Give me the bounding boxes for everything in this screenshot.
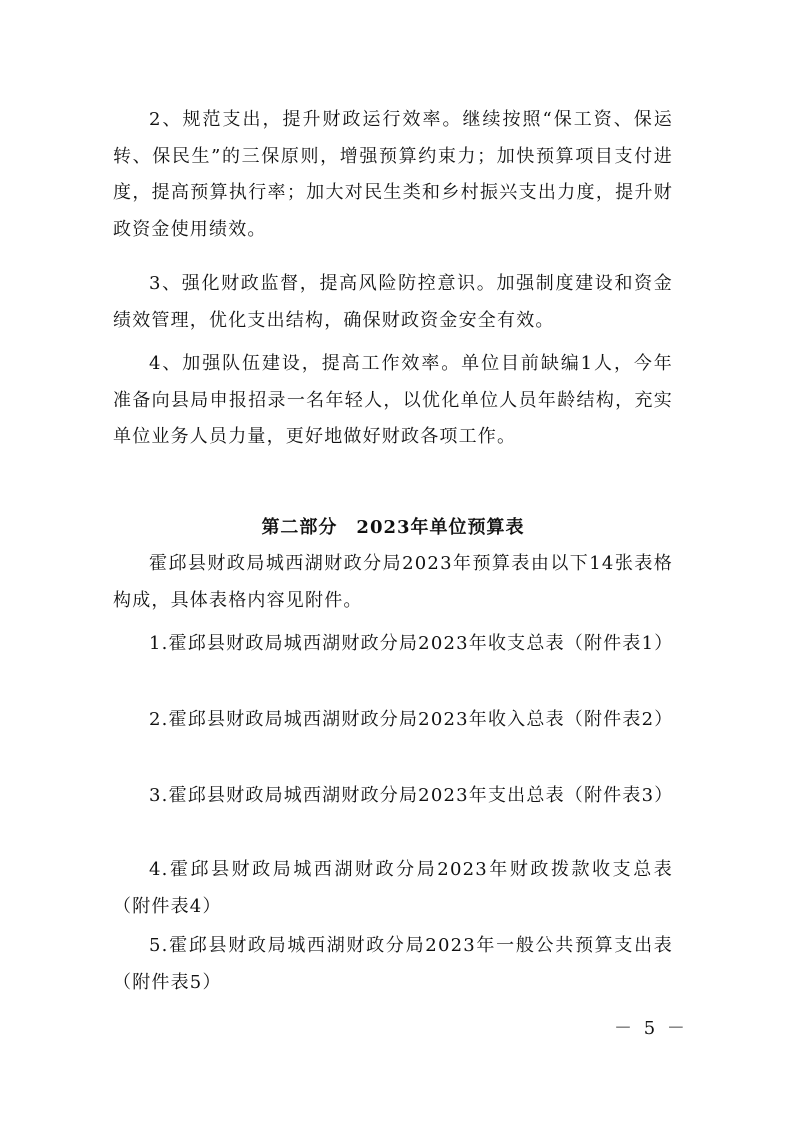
section-title: 第二部分 2023年单位预算表: [261, 517, 525, 538]
table-item-5: 5.霍邱县财政局城西湖财政分局2023年一般公共预算支出表（附件表5）: [113, 935, 673, 993]
paragraph-fiscal-supervision: 3、强化财政监督，提高风险防控意识。加强制度建设和资金绩效管理，优化支出结构，确保财政资金安全有效。: [113, 273, 673, 331]
page-number: － 5 －: [614, 1018, 688, 1039]
table-item-3: 3.霍邱县财政局城西湖财政分局2023年支出总表（附件表3）: [149, 785, 674, 806]
table-item-1: 1.霍邱县财政局城西湖财政分局2023年收支总表（附件表1）: [149, 633, 674, 654]
paragraph-team-building: 4、加强队伍建设，提高工作效率。单位目前缺编1人，今年准备向县局申报招录一名年轻人，以优化单位人员年龄结构，充实单位业务人员力量，更好地做好财政各项工作。: [113, 353, 673, 447]
table-item-2: 2.霍邱县财政局城西湖财政分局2023年收入总表（附件表2）: [149, 709, 674, 730]
table-item-4: 4.霍邱县财政局城西湖财政分局2023年财政拨款收支总表（附件表4）: [113, 859, 673, 917]
intro-paragraph: 霍邱县财政局城西湖财政分局2023年预算表由以下14张表格构成，具体表格内容见附件。: [113, 553, 673, 611]
paragraph-spending-standards: 2、规范支出，提升财政运行效率。继续按照“保工资、保运转、保民生”的三保原则，增强预算约束力；加快预算项目支付进度，提高预算执行率；加大对民生类和乡村振兴支出力度，提升财政资金使用绩效。: [113, 109, 673, 240]
